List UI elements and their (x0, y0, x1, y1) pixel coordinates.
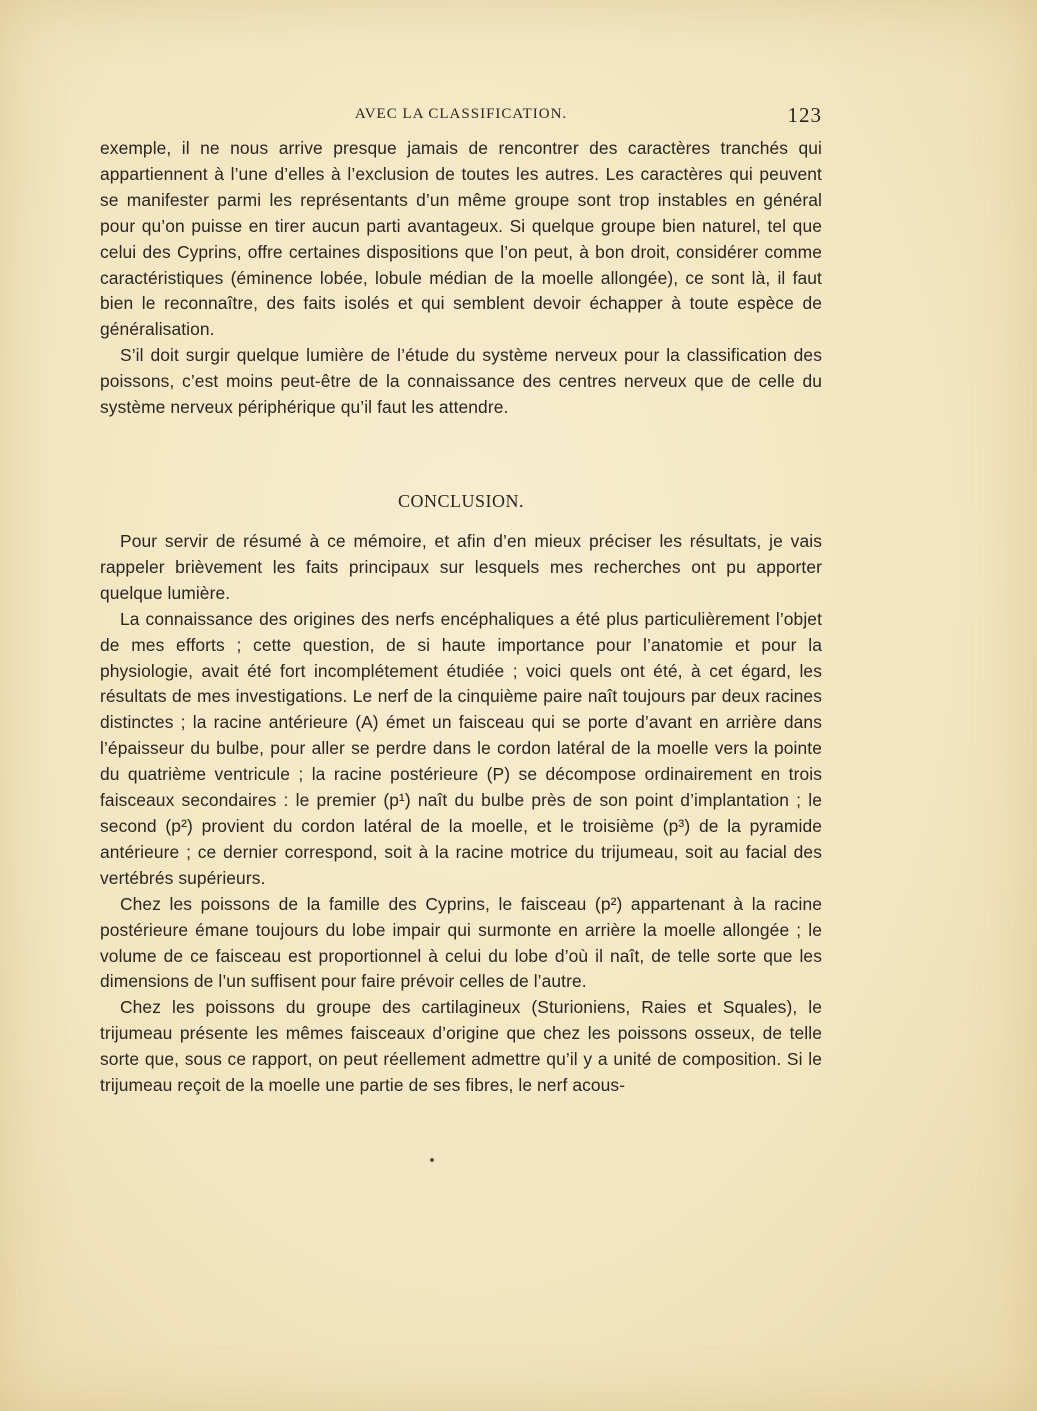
paragraph: La connaissance des origines des nerfs encéphaliques a été plus particulièrement l’objet de mes efforts ; cette question, de si haute importance pour l’anatomie et pour la physiologie, avait été fort incomplétement étudiée ; voici quels ont été, à cet égard, les résultats de mes investigations. Le nerf de la cinquième paire naît toujours par deux racines distinctes ; la racine antérieure (A) émet un faisceau qui se porte d’avant en arrière dans l’épaisseur du bulbe, pour aller se perdre dans le cordon latéral de la moelle vers la pointe du quatrième ventricule ; la racine postérieure (P) se décompose ordinairement en trois faisceaux secondaires : le premier (p¹) naît du bulbe près de son point d’implantation ; le second (p²) provient du cordon latéral de la moelle, et le troisième (p³) de la pyramide antérieure ; ce dernier correspond, soit à la racine motrice du trijumeau, soit au facial des vertébrés supérieurs. (100, 608, 822, 888)
page-number: 123 (787, 103, 822, 127)
paragraph: Pour servir de résumé à ce mémoire, et afin d’en mieux préciser les résultats, je vais rappeler brièvement les faits principaux sur lesquels mes recherches ont pu apporter quelque lumière. (100, 531, 822, 603)
body-text-top (100, 136, 822, 421)
section-heading: CONCLUSION. (397, 491, 524, 511)
paragraph: S’il doit surgir quelque lumière de l’étude du système nerveux pour la classification des poissons, c’est moins peut-être de la connaissance des centres nerveux que de celle du système nerveux périphérique qu’il faut les attendre. (100, 345, 822, 418)
running-title: AVEC LA CLASSIFICATION. (354, 106, 568, 122)
paragraph: exemple, il ne nous arrive presque jamais de rencontrer des caractères tranchés qui appartiennent à l’une d’elles à l’exclusion de toutes les autres. Les caractères qui peuvent se manifester parmi les représentants d’un même groupe sont trop instables en général pour qu’on puisse en tirer aucun parti avantageux. Si quelque groupe bien naturel, tel que celui des Cyprins, offre certaines dispositions que l’on peut, à bon droit, considérer comme caractéristiques (éminence lobée, lobule médian de la moelle allongée), ce sont là, il faut bien le reconnaître, des faits isolés et qui semblent devoir échapper à toute espèce de généralisation. (100, 138, 822, 340)
body-text-conclusion (100, 529, 822, 1099)
paragraph: Chez les poissons de la famille des Cyprins, le faisceau (p²) appartenant à la racine postérieure émane toujours du lobe impair qui surmonte en arrière la moelle allongée ; le volume de ce faisceau est proportionnel à celui du lobe d’où il naît, de telle sorte que les dimensions de l’un suffisent pour faire prévoir celles de l’autre. (100, 893, 822, 992)
ink-speck (430, 1158, 434, 1162)
running-head (100, 103, 822, 127)
paragraph: Chez les poissons du groupe des cartilagineux (Sturioniens, Raies et Squales), le trijumeau présente les mêmes faisceaux d’origine que chez les poissons osseux, de telle sorte que, sous ce rapport, on peut réellement admettre qu’il y a unité de composition. Si le trijumeau reçoit de la moelle une partie de ses fibres, le nerf acous- (100, 997, 822, 1096)
